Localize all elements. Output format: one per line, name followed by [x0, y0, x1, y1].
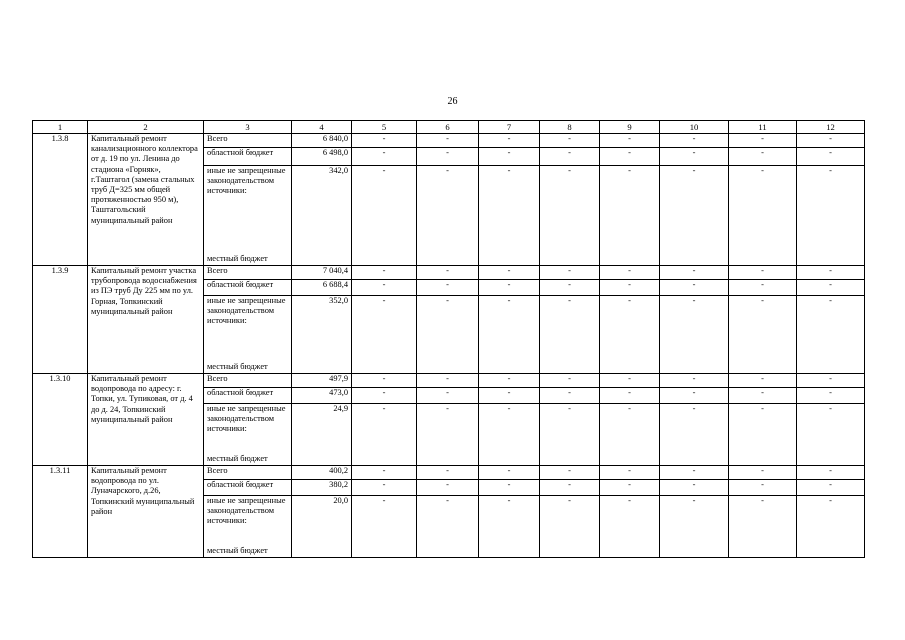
dash-cell: - [352, 466, 417, 480]
dash-cell: - [797, 480, 865, 496]
source-regional-label: областной бюджет [204, 280, 292, 296]
table-body [33, 121, 865, 558]
dash-cell: - [479, 296, 540, 374]
dash-cell: - [797, 166, 865, 266]
dash-cell: - [729, 404, 797, 466]
dash-cell: - [797, 280, 865, 296]
source-other-cell [204, 166, 292, 266]
col-header: 11 [729, 121, 797, 134]
dash-cell: - [660, 148, 729, 166]
dash-cell: - [479, 134, 540, 148]
dash-cell: - [660, 388, 729, 404]
dash-cell: - [600, 404, 660, 466]
regional-value: 473,0 [292, 388, 352, 404]
dash-cell: - [600, 480, 660, 496]
dash-cell: - [352, 280, 417, 296]
dash-cell: - [729, 134, 797, 148]
dash-cell: - [479, 496, 540, 558]
dash-cell: - [600, 148, 660, 166]
source-other-wrap [207, 296, 288, 372]
local-value: 20,0 [292, 496, 352, 558]
item-description: Капитальный ремонт участка трубопровода водоснабжения из ПЭ труб Ду 225 мм по ул. Горная, Топкинский муниципальный район [88, 266, 204, 374]
col-header: 1 [33, 121, 88, 134]
dash-cell: - [600, 280, 660, 296]
dash-cell: - [660, 374, 729, 388]
dash-cell: - [479, 266, 540, 280]
dash-cell: - [540, 148, 600, 166]
item-description: Капитальный ремонт канализационного коллектора от д. 19 по ул. Ленина до стадиона «Горняк», г.Таштагол (замена стальных труб Д=325 мм общей протяженностью 950 м), Таштагольский муниципальный район [88, 134, 204, 266]
dash-cell: - [540, 134, 600, 148]
dash-cell: - [797, 388, 865, 404]
dash-cell: - [417, 374, 479, 388]
col-header: 8 [540, 121, 600, 134]
dash-cell: - [729, 496, 797, 558]
dash-cell: - [660, 280, 729, 296]
dash-cell: - [417, 480, 479, 496]
dash-cell: - [540, 404, 600, 466]
dash-cell: - [540, 466, 600, 480]
source-local-label: местный бюджет [207, 253, 268, 263]
total-value: 6 840,0 [292, 134, 352, 148]
dash-cell: - [479, 480, 540, 496]
dash-cell: - [417, 280, 479, 296]
source-other-cell [204, 496, 292, 558]
dash-cell: - [417, 496, 479, 558]
dash-cell: - [479, 466, 540, 480]
dash-cell: - [729, 166, 797, 266]
dash-cell: - [417, 388, 479, 404]
item-number: 1.3.9 [33, 266, 88, 374]
dash-cell: - [540, 388, 600, 404]
total-value: 497,9 [292, 374, 352, 388]
dash-cell: - [479, 388, 540, 404]
dash-cell: - [660, 496, 729, 558]
dash-cell: - [660, 166, 729, 266]
total-value: 7 040,4 [292, 266, 352, 280]
dash-cell: - [540, 166, 600, 266]
source-other-wrap [207, 166, 288, 264]
dash-cell: - [417, 404, 479, 466]
source-regional-label: областной бюджет [204, 388, 292, 404]
local-value: 352,0 [292, 296, 352, 374]
dash-cell: - [352, 374, 417, 388]
col-header: 10 [660, 121, 729, 134]
source-local-label: местный бюджет [207, 361, 268, 371]
source-other-label: иные не запрещенные законодательством источники: [207, 296, 286, 326]
table-row [33, 374, 865, 388]
col-header: 2 [88, 121, 204, 134]
dash-cell: - [352, 388, 417, 404]
dash-cell: - [417, 134, 479, 148]
dash-cell: - [729, 148, 797, 166]
source-other-wrap [207, 496, 288, 556]
dash-cell: - [479, 404, 540, 466]
dash-cell: - [352, 480, 417, 496]
dash-cell: - [417, 296, 479, 374]
header-row [33, 121, 865, 134]
total-value: 400,2 [292, 466, 352, 480]
budget-table [32, 120, 865, 558]
item-description: Капитальный ремонт водопровода по ул. Луначарского, д.26, Топкинский муниципальный район [88, 466, 204, 558]
dash-cell: - [600, 134, 660, 148]
item-description: Капитальный ремонт водопровода по адресу: г. Топки, ул. Тупиковая, от д. 4 до д. 24, Топкинский муниципальный район [88, 374, 204, 466]
dash-cell: - [660, 466, 729, 480]
dash-cell: - [417, 148, 479, 166]
dash-cell: - [540, 266, 600, 280]
dash-cell: - [479, 166, 540, 266]
dash-cell: - [660, 134, 729, 148]
regional-value: 6 498,0 [292, 148, 352, 166]
dash-cell: - [729, 266, 797, 280]
dash-cell: - [600, 388, 660, 404]
dash-cell: - [729, 466, 797, 480]
source-other-wrap [207, 404, 288, 464]
dash-cell: - [479, 374, 540, 388]
dash-cell: - [479, 148, 540, 166]
dash-cell: - [729, 388, 797, 404]
col-header: 5 [352, 121, 417, 134]
col-header: 7 [479, 121, 540, 134]
source-other-label: иные не запрещенные законодательством источники: [207, 496, 286, 526]
table-row [33, 266, 865, 280]
dash-cell: - [352, 404, 417, 466]
dash-cell: - [797, 134, 865, 148]
dash-cell: - [797, 496, 865, 558]
dash-cell: - [417, 166, 479, 266]
dash-cell: - [540, 496, 600, 558]
dash-cell: - [352, 296, 417, 374]
col-header: 3 [204, 121, 292, 134]
dash-cell: - [352, 134, 417, 148]
dash-cell: - [660, 296, 729, 374]
dash-cell: - [352, 166, 417, 266]
dash-cell: - [729, 296, 797, 374]
dash-cell: - [797, 266, 865, 280]
source-local-label: местный бюджет [207, 545, 268, 555]
dash-cell: - [797, 374, 865, 388]
dash-cell: - [729, 480, 797, 496]
dash-cell: - [660, 404, 729, 466]
dash-cell: - [479, 280, 540, 296]
dash-cell: - [540, 296, 600, 374]
regional-value: 6 688,4 [292, 280, 352, 296]
table-row [33, 134, 865, 148]
dash-cell: - [600, 296, 660, 374]
table-row [33, 466, 865, 480]
col-header: 4 [292, 121, 352, 134]
item-number: 1.3.10 [33, 374, 88, 466]
dash-cell: - [600, 166, 660, 266]
source-local-label: местный бюджет [207, 453, 268, 463]
dash-cell: - [540, 280, 600, 296]
dash-cell: - [660, 266, 729, 280]
col-header: 12 [797, 121, 865, 134]
source-total-label: Всего [204, 466, 292, 480]
dash-cell: - [417, 466, 479, 480]
dash-cell: - [600, 374, 660, 388]
dash-cell: - [600, 266, 660, 280]
page-number: 26 [447, 96, 458, 107]
dash-cell: - [600, 496, 660, 558]
local-value: 24,9 [292, 404, 352, 466]
dash-cell: - [540, 374, 600, 388]
source-regional-label: областной бюджет [204, 480, 292, 496]
local-value: 342,0 [292, 166, 352, 266]
dash-cell: - [352, 148, 417, 166]
dash-cell: - [660, 480, 729, 496]
source-other-cell [204, 404, 292, 466]
source-other-label: иные не запрещенные законодательством источники: [207, 166, 286, 196]
dash-cell: - [797, 296, 865, 374]
item-number: 1.3.11 [33, 466, 88, 558]
source-other-label: иные не запрещенные законодательством источники: [207, 404, 286, 434]
dash-cell: - [417, 266, 479, 280]
dash-cell: - [797, 466, 865, 480]
dash-cell: - [797, 148, 865, 166]
dash-cell: - [600, 466, 660, 480]
source-total-label: Всего [204, 374, 292, 388]
col-header: 6 [417, 121, 479, 134]
regional-value: 380,2 [292, 480, 352, 496]
item-number: 1.3.8 [33, 134, 88, 266]
col-header: 9 [600, 121, 660, 134]
source-total-label: Всего [204, 134, 292, 148]
dash-cell: - [729, 280, 797, 296]
dash-cell: - [540, 480, 600, 496]
dash-cell: - [729, 374, 797, 388]
source-regional-label: областной бюджет [204, 148, 292, 166]
source-total-label: Всего [204, 266, 292, 280]
dash-cell: - [797, 404, 865, 466]
source-other-cell [204, 296, 292, 374]
dash-cell: - [352, 266, 417, 280]
dash-cell: - [352, 496, 417, 558]
